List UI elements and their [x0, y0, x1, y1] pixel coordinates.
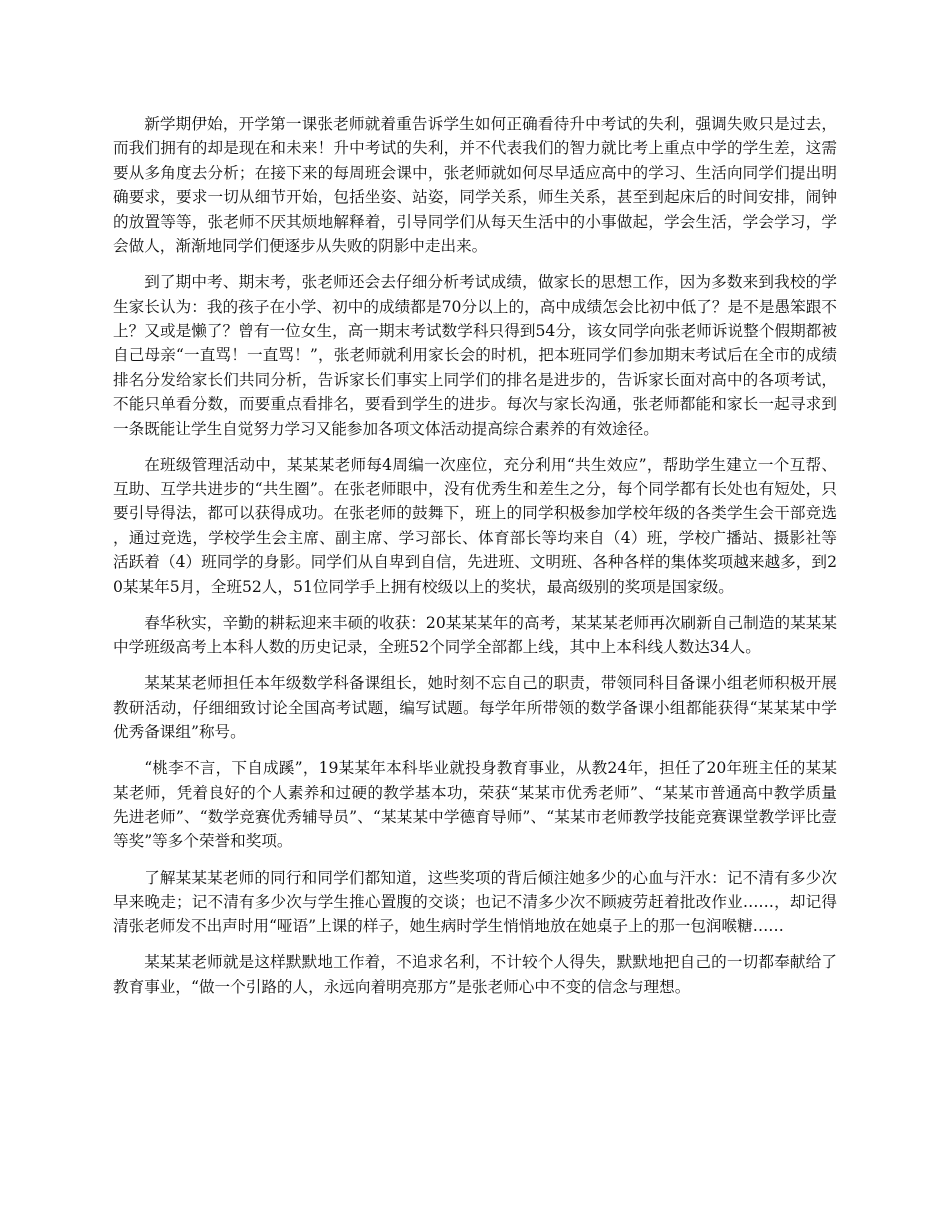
paragraph-1: 新学期伊始，开学第一课张老师就着重告诉学生如何正确看待升中考试的失利，强调失败只是过去，而我们拥有的却是现在和未来！升中考试的失利，并不代表我们的智力就比考上重点中学的学生差，这需要从多角度去分析；在接下来的每周班会课中，张老师就如何尽早适应高中的学习、生活向同学们提出明确要求，要求一切从细节开始，包括坐姿、站姿，同学关系，师生关系，甚至到起床后的时间安排，闹钟的放置等等，张老师不厌其烦地解释着，引导同学们从每天生活中的小事做起，学会生活，学会学习，学会做人，渐渐地同学们便逐步从失败的阴影中走出来。 — [113, 115, 837, 256]
article-body — [113, 112, 837, 1011]
paragraph-2: 到了期中考、期末考，张老师还会去仔细分析考试成绩，做家长的思想工作，因为多数来到我校的学生家长认为：我的孩子在小学、初中的成绩都是70分以上的，高中成绩怎会比初中低了？是不是愚笨跟不上？又或是懒了？曾有一位女生，高一期末考试数学科只得到54分，该女同学向张老师诉说整个假期都被自己母亲“一直骂！一直骂！”，张老师就利用家长会的时机，把本班同学们参加期末考试后在全市的成绩排名分发给家长们共同分析，告诉家长们事实上同学们的排名是进步的，告诉家长面对高中的各项考试，不能只单看分数，而要重点看排名，要看到学生的进步。每次与家长沟通，张老师都能和家长一起寻求到一条既能让学生自觉努力学习又能参加各项文体活动提高综合素养的有效途径。 — [113, 273, 837, 438]
paragraph-3: 在班级管理活动中，某某某老师每4周编一次座位，充分利用“共生效应”，帮助学生建立一个互帮、互助、互学共进步的“共生圈”。在张老师眼中，没有优秀生和差生之分，每个同学都有长处也有短处，只要引导得法，都可以获得成功。在张老师的鼓舞下，班上的同学积极参加学校年级的各类学生会干部竞选，通过竞选，学校学生会主席、副主席、学习部长、体育部长等均来自（4）班，学校广播站、摄影社等活跃着（4）班同学的身影。同学们从自卑到自信，先进班、文明班、各种各样的集体奖项越来越多，到20某某年5月，全班52人，51位同学手上拥有校级以上的奖状，最高级别的奖项是国家级。 — [113, 455, 837, 596]
paragraph-5: 某某某老师担任本年级数学科备课组长，她时刻不忘自己的职责，带领同科目备课小组老师积极开展教研活动，仔细细致讨论全国高考试题，编写试题。每学年所带领的数学备课小组都能获得“某某某中学优秀备课组”称号。 — [113, 674, 837, 742]
paragraph-7: 了解某某某老师的同行和同学们都知道，这些奖项的背后倾注她多少的心血与汗水：记不清有多少次早来晚走；记不清有多少次与学生推心置腹的交谈；也记不清多少次不顾疲劳赶着批改作业……，却记得清张老师发不出声时用“哑语”上课的样子，她生病时学生悄悄地放在她桌子上的那一包润喉糖…… — [113, 868, 837, 936]
paragraph-8: 某某某老师就是这样默默地工作着，不追求名利，不计较个人得失，默默地把自己的一切都奉献给了教育事业，“做一个引路的人，永远向着明亮那方”是张老师心中不变的信念与理想。 — [113, 953, 837, 996]
paragraph-6: “桃李不言，下自成蹊”，19某某年本科毕业就投身教育事业，从教24年，担任了20年班主任的某某某老师，凭着良好的个人素养和过硬的教学基本功，荣获“某某市优秀老师”、“某某市普通高中教学质量先进老师”、“数学竞赛优秀辅导员”、“某某某中学德育导师”、“某某市老师教学技能竞赛课堂教学评比壹等奖”等多个荣誉和奖项。 — [113, 759, 837, 851]
paragraph-4: 春华秋实，辛勤的耕耘迎来丰硕的收获：20某某某年的高考，某某某老师再次刷新自己制造的某某某中学班级高考上本科人数的历史记录，全班52个同学全部都上线，其中上本科线人数达34人。 — [113, 613, 837, 657]
